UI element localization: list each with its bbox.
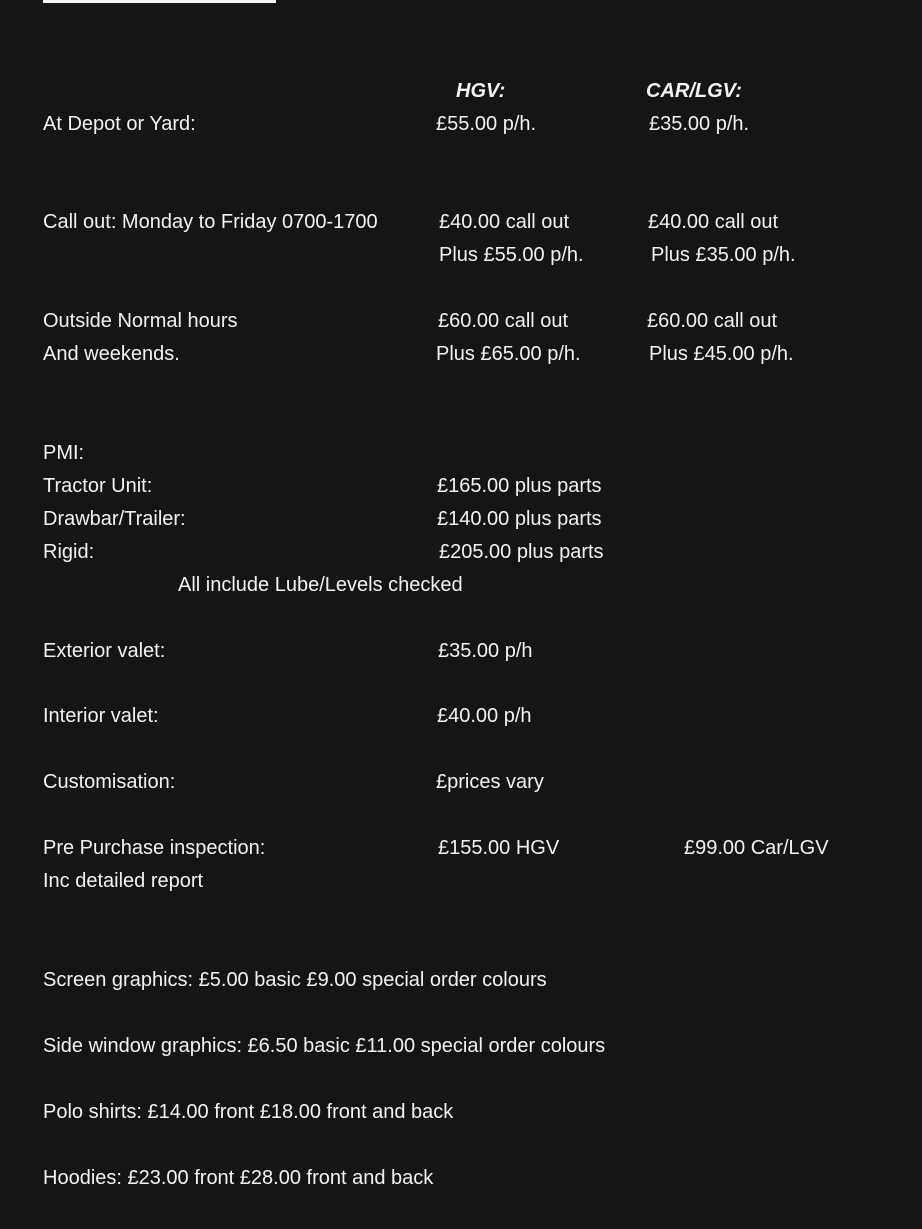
hoodies-line: Hoodies: £23.00 front £28.00 front and back <box>43 1167 434 1189</box>
customisation-price: £prices vary <box>436 771 544 793</box>
customisation-label: Customisation: <box>43 771 176 793</box>
outside-hours-label: Outside Normal hours <box>43 310 238 332</box>
polo-shirts-line: Polo shirts: £14.00 front £18.00 front and back <box>43 1101 454 1123</box>
outside-hours-label-2: And weekends. <box>43 343 180 365</box>
outside-hours-hgv-rate: Plus £65.00 p/h. <box>436 343 581 365</box>
pmi-title: PMI: <box>43 442 85 464</box>
interior-valet-price: £40.00 p/h <box>437 705 532 727</box>
callout-hgv-rate: Plus £55.00 p/h. <box>439 244 584 266</box>
interior-valet-label: Interior valet: <box>43 705 159 727</box>
depot-hgv-price: £55.00 p/h. <box>436 113 537 135</box>
callout-car-fee: £40.00 call out <box>648 211 779 233</box>
pre-purchase-hgv-price: £155.00 HGV <box>438 837 560 859</box>
callout-label: Call out: Monday to Friday 0700-1700 <box>43 211 378 233</box>
callout-hgv-fee: £40.00 call out <box>439 211 570 233</box>
top-divider <box>43 0 276 3</box>
side-window-graphics-line: Side window graphics: £6.50 basic £11.00 special order colours <box>43 1035 606 1057</box>
screen-graphics-line: Screen graphics: £5.00 basic £9.00 special order colours <box>43 969 547 991</box>
depot-label: At Depot or Yard: <box>43 113 196 135</box>
depot-car-price: £35.00 p/h. <box>649 113 750 135</box>
outside-hours-hgv-fee: £60.00 call out <box>438 310 569 332</box>
exterior-valet-label: Exterior valet: <box>43 640 166 662</box>
outside-hours-car-rate: Plus £45.00 p/h. <box>649 343 794 365</box>
pmi-tractor-price: £165.00 plus parts <box>437 475 602 497</box>
pre-purchase-car-price: £99.00 Car/LGV <box>684 837 829 859</box>
pre-purchase-label: Pre Purchase inspection: <box>43 837 266 859</box>
outside-hours-car-fee: £60.00 call out <box>647 310 778 332</box>
hgv-column-header: HGV: <box>456 80 506 102</box>
pmi-drawbar-price: £140.00 plus parts <box>437 508 602 530</box>
pre-purchase-sublabel: Inc detailed report <box>43 870 204 892</box>
callout-car-rate: Plus £35.00 p/h. <box>651 244 796 266</box>
pmi-rigid-label: Rigid: <box>43 541 95 563</box>
pmi-note: All include Lube/Levels checked <box>178 574 463 596</box>
pmi-rigid-price: £205.00 plus parts <box>439 541 604 563</box>
car-lgv-column-header: CAR/LGV: <box>646 80 742 102</box>
exterior-valet-price: £35.00 p/h <box>438 640 533 662</box>
pmi-tractor-label: Tractor Unit: <box>43 475 153 497</box>
pmi-drawbar-label: Drawbar/Trailer: <box>43 508 186 530</box>
